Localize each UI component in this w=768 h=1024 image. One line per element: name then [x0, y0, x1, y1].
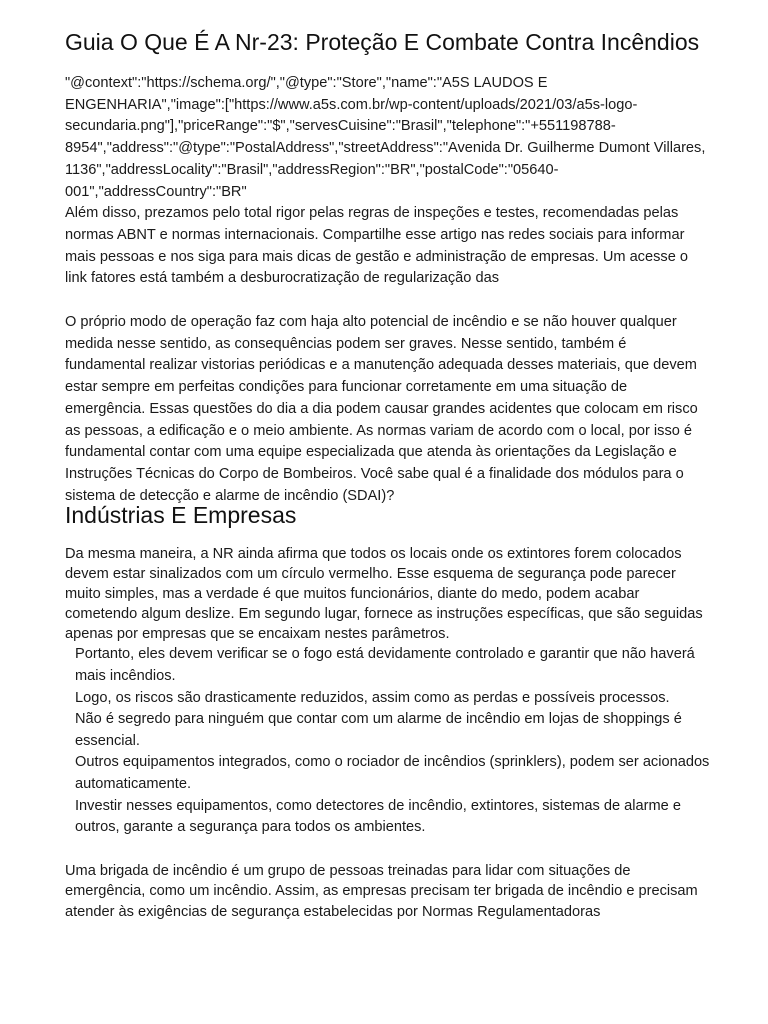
- nr-paragraph: Da mesma maneira, a NR ainda afirma que todos os locais onde os extintores forem colocados devem estar sinalizados com um círculo vermelho. Esse esquema de segurança pode parecer muito simples, mas a verdade é que muitos funcionários, diante do medo, podem acabar cometendo algum deslize. Em segundo lugar, fornece as instruções específicas, que são seguidas apenas por empresas que se encaixam nestes parâmetros.: [65, 546, 703, 642]
- intro-paragraph: Além disso, prezamos pelo total rigor pelas regras de inspeções e testes, recomendadas pelas normas ABNT e normas internacionais. Compartilhe esse artigo nas redes sociais para informar mais pessoas e nos siga para mais dicas de gestão e administração de empresas. Um acesse o link fatores está também a desburocratização de regularização das: [65, 205, 688, 287]
- article-title: Guia O Que É A Nr-23: Proteção E Combate Contra Incêndios: [65, 29, 700, 55]
- list-item: Logo, os riscos são drasticamente reduzidos, assim como as perdas e possíveis processos.: [75, 689, 670, 706]
- section-heading: Indústrias E Empresas: [65, 502, 297, 529]
- list-item: Outros equipamentos integrados, como o rociador de incêndios (sprinklers), podem ser acionados automaticamente.: [75, 754, 710, 792]
- benefits-list: [65, 644, 720, 838]
- list-item: Não é segredo para ninguém que contar com um alarme de incêndio em lojas de shoppings é essencial.: [75, 711, 682, 749]
- schema-markup-text: "@context":"https://schema.org/","@type":"Store","name":"A5S LAUDOS E ENGENHARIA","image":["https://www.a5s.com.br/wp-content/uploads/2021/03/a5s-logo-secundaria.png"],"priceRange":"$","servesCuisine":"Brasil","telephone":"+551198788-8954","address":"@type":"PostalAddress","streetAddress":"Avenida Dr. Guilherme Dumont Villares, 1136","addressLocality":"Brasil","addressRegion":"BR","postalCode":"05640-001","addressCountry":"BR": [65, 75, 706, 200]
- list-item: Investir nesses equipamentos, como detectores de incêndio, extintores, sistemas de alarme e outros, garante a segurança para todos os ambientes.: [75, 797, 681, 836]
- brigade-paragraph: Uma brigada de incêndio é um grupo de pessoas treinadas para lidar com situações de emergência, como um incêndio. Assim, as empresas precisam ter brigada de incêndio e precisam atender às exigências de segurança estabelecidas por Normas Regulamentadoras: [65, 862, 698, 920]
- operation-paragraph: O próprio modo de operação faz com haja alto potencial de incêndio e se não houver qualquer medida nesse sentido, as consequências podem ser graves. Nesse sentido, também é fundamental realizar vistorias periódicas e a manutenção adequada desses materiais, que devem estar sempre em perfeitas condições para funcionar corretamente em uma situação de emergência. Essas questões do dia a dia podem causar grandes acidentes que colocam em risco as pessoas, a edificação e o meio ambiente. As normas variam de acordo com o local, por isso é fundamental contar com uma equipe especializada que atenda às orientações da Legislação e Instruções Técnicas do Corpo de Bombeiros. Você sabe qual é a finalidade dos módulos para o sistema de detecção e alarme de incêndio (SDAI)?: [65, 314, 698, 504]
- list-item: Portanto, eles devem verificar se o fogo está devidamente controlado e garantir que não haverá mais incêndios.: [75, 646, 695, 684]
